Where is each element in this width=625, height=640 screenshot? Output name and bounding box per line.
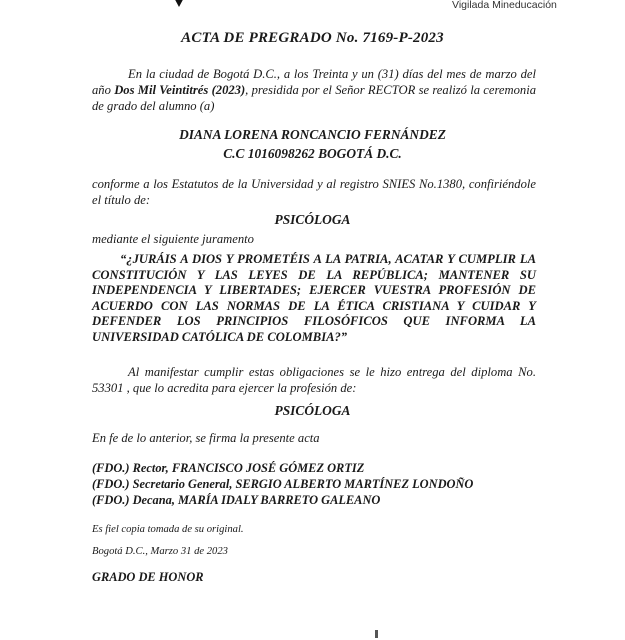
honor-label: GRADO DE HONOR — [92, 570, 204, 584]
page-mark — [375, 630, 378, 638]
statutes-paragraph: conforme a los Estatutos de la Universidad y al registro SNIES No.1380, confiriéndole el título de: — [92, 177, 536, 207]
attestation-line: En fe de lo anterior, se firma la presente acta — [92, 431, 320, 445]
signatory-secretary: (FDO.) Secretario General, SERGIO ALBERTO MARTÍNEZ LONDOÑO — [92, 477, 474, 491]
signatory-rector: (FDO.) Rector, FRANCISCO JOSÉ GÓMEZ ORTIZ — [92, 461, 365, 475]
intro-paragraph: En la ciudad de Bogotá D.C., a los Treinta y un (31) días del mes de marzo del año Dos Mil Veintitrés (2023), presidida por el Señor RECTOR se realizó la ceremonia de grado del alumno (a) — [92, 67, 536, 113]
graduate-id: C.C 1016098262 BOGOTÁ D.C. — [223, 146, 402, 161]
university-logo-icon — [168, 0, 190, 8]
degree-title-repeat: PSICÓLOGA — [274, 403, 351, 418]
degree-title: PSICÓLOGA — [274, 212, 351, 227]
signatory-dean: (FDO.) Decana, MARÍA IDALY BARRETO GALEANO — [92, 493, 381, 507]
document-title: ACTA DE PREGRADO No. 7169-P-2023 — [181, 30, 444, 46]
diploma-number: 53301 — [92, 381, 124, 395]
diploma-paragraph: Al manifestar cumplir estas obligaciones se le hizo entrega del diploma No. 53301 , que lo acredita para ejercer la profesión de: — [92, 365, 536, 395]
graduate-name: DIANA LORENA RONCANCIO FERNÁNDEZ — [179, 127, 446, 142]
date-line: Bogotá D.C., Marzo 31 de 2023 — [92, 546, 228, 557]
year-in-words: Dos Mil Veintitrés (2023) — [114, 83, 246, 97]
oath-text: “¿JURÁIS A DIOS Y PROMETÉIS A LA PATRIA, ACATAR Y CUMPLIR LA CONSTITUCIÓN Y LAS LEYES DE LA REPÚBLICA; MANTENER SU INDEPENDENCIA Y LIBERTADES; EJERCER VUESTRA PROFESIÓN DE ACUERDO CON LAS NORMAS DE LA ÉTICA CRISTIANA Y CUIDAR Y DEFENDER LOS PRINCIPIOS FILOSÓFICOS QUE INFORMA LA UNIVERSIDAD CATÓLICA DE COLOMBIA?” — [92, 252, 536, 344]
copy-note: Es fiel copia tomada de su original. — [92, 524, 244, 535]
supervision-label: Vigilada Mineducación — [452, 0, 557, 11]
oath-intro: mediante el siguiente juramento — [92, 232, 254, 246]
